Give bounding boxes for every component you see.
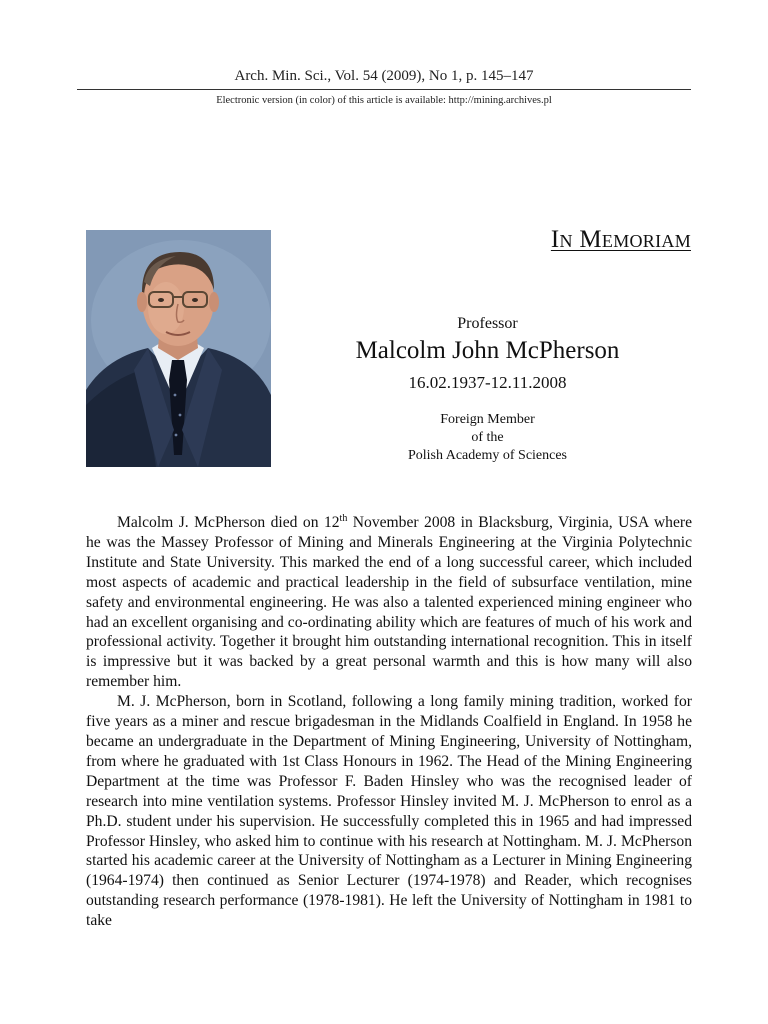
paragraph-1 [86,513,692,692]
paragraph-1-rest: November 2008 in Blacksburg, Virginia, USA where he was the Massey Professor of Mining and Minerals Engineering at the Virginia Polytechnic Institute and State University. This marked the end of a long successful career, which included most aspects of academic and practical leadership in the field of subsurface ventilation, mine safety and environmental engineering. He was also a talented experienced mining engineer who had an excellent organising and co-ordinating ability which are features of much of his work and professional activity. Together it brought him outstanding international recognition. This in itself is impressive but it was backed by a great personal warmth and this is how many will also remember him. [86,514,692,691]
person-info [300,315,675,465]
section-title: In Memoriam [550,226,691,253]
portrait-photo [86,230,271,467]
affiliation-line-1: Foreign Member [440,412,535,427]
article-body [86,513,692,931]
affiliation-line-2: of the [471,430,504,445]
journal-citation: Arch. Min. Sci., Vol. 54 (2009), No 1, p. 145–147 [234,68,534,84]
person-affiliation [300,411,675,465]
header-divider [77,89,691,90]
paragraph-2: M. J. McPherson, born in Scotland, following a long family mining tradition, worked for five years as a miner and rescue brigadesman in the Midlands Coalfield in England. In 1958 he became an undergraduate in the Department of Mining Engineering, University of Nottingham, from where he graduated with 1st Class Honours in 1962. The Head of the Mining Engineering Department at the time was Professor F. Baden Hinsley who was the recognised leader of research into mine ventilation systems. Professor Hinsley invited M. J. McPherson to enrol as a Ph.D. student under his supervision. He successfully completed this in 1965 and had impressed Professor Hinsley, who asked him to continue with his research at Nottingham. M. J. McPherson started his academic career at the University of Nottingham as a Lecturer in Mining Engineering (1964-1974) then continued as Senior Lecturer (1974-1978) and Reader, which recognises outstanding research performance (1978-1981). He left the University of Nottingham in 1981 to take [86,693,692,930]
person-name: Malcolm John McPherson [355,337,620,364]
person-title: Professor [457,315,518,332]
ordinal-suffix: th [339,512,348,524]
person-dates: 16.02.1937-12.11.2008 [408,373,567,392]
affiliation-line-3: Polish Academy of Sciences [407,448,568,463]
electronic-version-note: Electronic version (in color) of this article is available: http://mining.archives.pl [216,95,552,106]
paragraph-1-start: Malcolm J. McPherson died on 12 [117,514,340,531]
